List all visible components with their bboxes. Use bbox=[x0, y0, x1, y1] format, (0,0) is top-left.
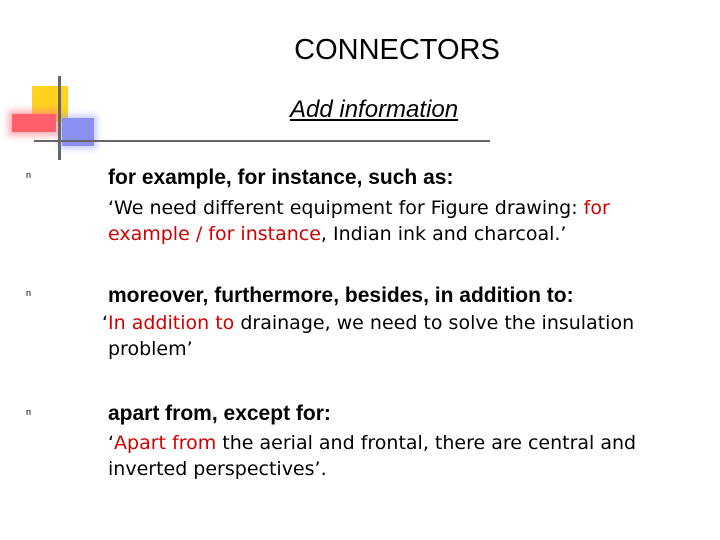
item-heading: moreover, furthermore, besides, in addition to: bbox=[108, 284, 574, 307]
example-plain: inverted perspectives bbox=[108, 458, 315, 480]
quote-open: ‘ bbox=[102, 312, 109, 334]
item-heading: apart from, except for: bbox=[108, 402, 331, 425]
decor-horizontal-line bbox=[34, 140, 490, 142]
example-text bbox=[102, 310, 712, 362]
decor-vertical-line bbox=[58, 76, 61, 160]
example-plain: problem bbox=[108, 338, 187, 360]
quote-open: ‘ bbox=[108, 432, 115, 454]
quote-close: ’ bbox=[560, 223, 567, 245]
decor-red-bar bbox=[12, 114, 56, 132]
example-plain: drainage, we need to solve the insulation bbox=[234, 312, 635, 334]
example-connector: Apart from bbox=[114, 432, 217, 454]
bullet-marker: n bbox=[26, 407, 32, 417]
quote-close: ’ bbox=[186, 338, 193, 360]
example-plain: , Indian ink and charcoal. bbox=[320, 223, 561, 245]
bullet-marker: n bbox=[26, 288, 32, 298]
example-connector: for bbox=[583, 197, 610, 219]
example-text bbox=[108, 430, 708, 482]
example-connector: In addition to bbox=[108, 312, 235, 334]
quote-open: ‘ bbox=[108, 197, 115, 219]
example-plain: We need different equipment for Figure drawing: bbox=[114, 197, 584, 219]
example-text bbox=[108, 195, 698, 247]
slide-subtitle: Add information bbox=[290, 96, 459, 123]
item-heading: for example, for instance, such as: bbox=[108, 166, 454, 189]
example-connector: example / for instance bbox=[108, 223, 321, 245]
bullet-marker: n bbox=[26, 170, 32, 180]
quote-close: ’. bbox=[314, 458, 327, 480]
slide-title: CONNECTORS bbox=[294, 34, 500, 66]
example-plain: the aerial and frontal, there are central and bbox=[216, 432, 637, 454]
